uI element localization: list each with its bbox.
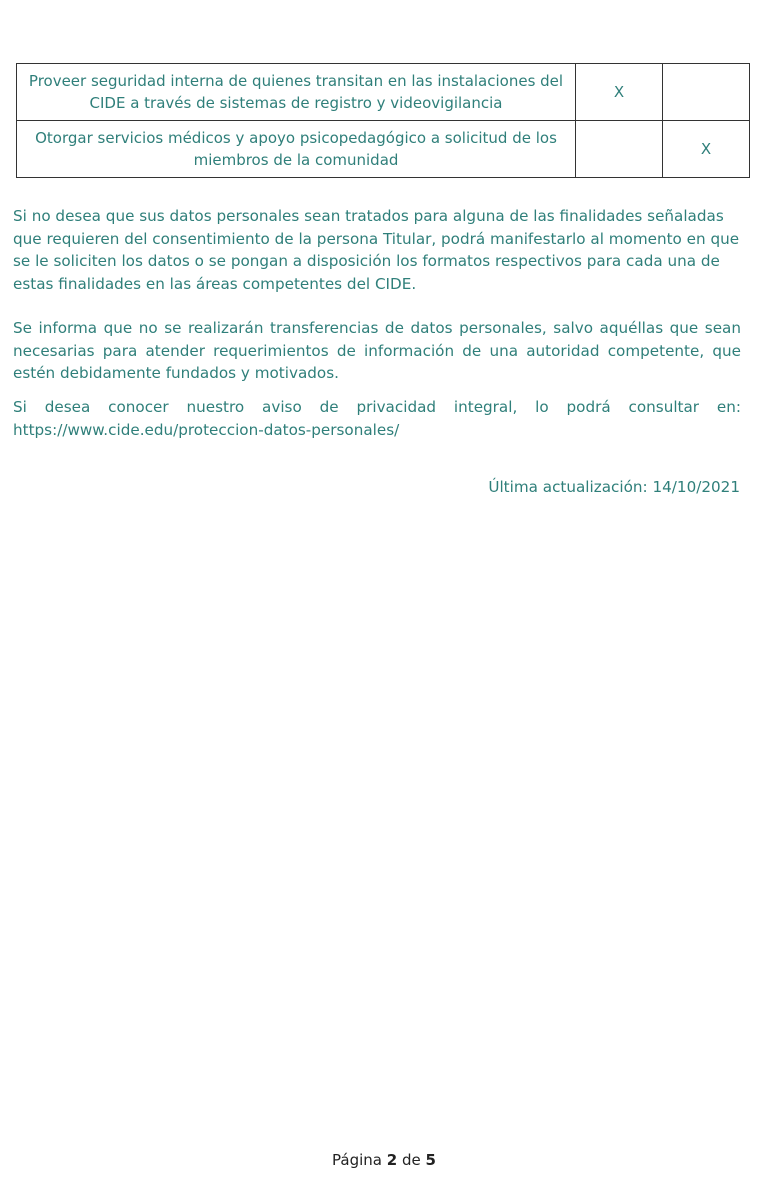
integral-notice-text: Si desea conocer nuestro aviso de privacidad integral, lo podrá consultar en: bbox=[13, 398, 741, 416]
purpose-mark-a: X bbox=[576, 64, 663, 121]
purpose-mark-b: X bbox=[663, 121, 750, 178]
transfers-paragraph: Se informa que no se realizarán transferencias de datos personales, salvo aquéllas que sean necesarias para atender requerimientos de información de una autoridad competente, que estén debidamente fundados y motivados. bbox=[13, 319, 741, 382]
purposes-table bbox=[16, 63, 750, 178]
integral-notice-paragraph bbox=[13, 396, 741, 441]
page-word: Página bbox=[332, 1151, 382, 1169]
page-footer bbox=[0, 1149, 768, 1171]
current-page-number: 2 bbox=[386, 1151, 398, 1169]
last-updated: Última actualización: 14/10/2021 bbox=[488, 478, 740, 496]
purpose-mark-a bbox=[576, 121, 663, 178]
integral-notice-url: https://www.cide.edu/proteccion-datos-personales/ bbox=[13, 420, 400, 439]
table-row bbox=[17, 121, 750, 178]
purpose-mark-b bbox=[663, 64, 750, 121]
table-row bbox=[17, 64, 750, 121]
of-word: de bbox=[401, 1151, 421, 1169]
total-pages-number: 5 bbox=[425, 1151, 436, 1169]
purpose-description: Otorgar servicios médicos y apoyo psicopedagógico a solicitud de los miembros de la comunidad bbox=[17, 121, 576, 178]
consent-paragraph: Si no desea que sus datos personales sean tratados para alguna de las finalidades señaladas que requieren del consentimiento de la persona Titular, podrá manifestarlo al momento en que se le soliciten los datos o se pongan a disposición los formatos respectivos para cada una de estas finalidades en las áreas competentes del CIDE. bbox=[13, 207, 740, 293]
purpose-description: Proveer seguridad interna de quienes transitan en las instalaciones del CIDE a través de sistemas de registro y videovigilancia bbox=[17, 64, 576, 121]
